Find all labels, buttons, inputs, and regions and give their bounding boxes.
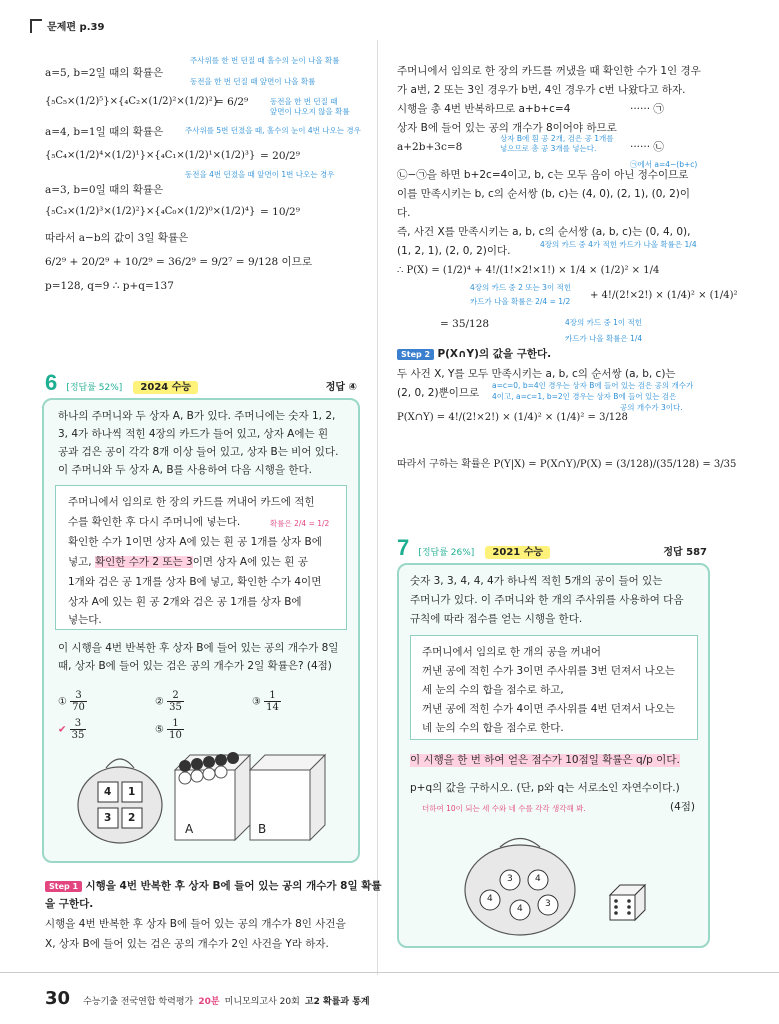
question-ask: 때, 상자 B에 들어 있는 검은 공의 개수가 2일 확률은? (4점) (58, 660, 332, 672)
page-reference: 문제편 p.39 (47, 22, 105, 33)
accuracy-rate: [정답률 52%] (66, 383, 123, 393)
ball-label: 3 (507, 874, 513, 884)
numerator: 3 (70, 718, 87, 730)
annotation: 동전을 한 번 던질 때 앞면이 나올 확률 (190, 77, 316, 86)
equation-tag: ······ ㉠ (630, 103, 664, 115)
question-header (397, 535, 707, 561)
annotation: 앞면이 나오지 않을 확률 (270, 107, 350, 116)
choice-fraction (70, 690, 87, 713)
equation: P(X∩Y) = 4!/(2!×2!) × (1/4)² × (1/4)² = 3/128 (397, 412, 628, 423)
rule-text: 상자 A에 있는 흰 공 2개와 검은 공 1개를 상자 B에 (68, 596, 302, 608)
question-number: 6 (45, 370, 58, 395)
step-tag: Step 1 (45, 881, 82, 892)
solution-result: p=128, q=9 ∴ p+q=137 (45, 280, 174, 292)
footer-rule (0, 972, 779, 973)
checkmark-icon: ✔ (58, 724, 67, 736)
solution-text: 다. (397, 207, 411, 219)
solution-line: a=5, b=2일 때의 확률은 (45, 67, 164, 79)
denominator: 10 (169, 730, 182, 741)
solution-text: 시행을 4번 반복한 후 상자 B에 들어 있는 공의 개수가 8인 사건을 (45, 918, 346, 930)
pouch (465, 845, 575, 935)
exam-badge: 2024 수능 (133, 381, 198, 394)
choice-5[interactable] (155, 718, 184, 741)
equation: 6/2⁹ + 20/2⁹ + 10/2⁹ = 36/2⁹ = 9/2⁷ = 9/128 이므로 (45, 256, 312, 268)
question-text: 규칙에 따라 점수를 얻는 시행을 한다. (410, 613, 583, 625)
answer-label: 정답 ④ (325, 382, 357, 393)
question-ask: 이 시행을 한 번 하여 얻은 점수가 10점일 확률은 q/p 이다. (410, 754, 680, 766)
numerator: 1 (264, 690, 281, 702)
equation: {₅C₄×(1/2)⁴×(1/2)¹}×{₄C₁×(1/2)¹×(1/2)³} (45, 150, 256, 161)
rule-text (68, 556, 308, 569)
denominator: 70 (72, 702, 85, 713)
solution-text: 주머니에서 임의로 한 장의 카드를 꺼냈을 때 확인한 수가 1인 경우 (397, 65, 701, 77)
annotation: 확률은 2/4 = 1/2 (270, 519, 330, 528)
annotation: 공의 개수가 3이다. (620, 403, 683, 412)
equation: a+2b+3c=8 (397, 141, 463, 153)
rule-text: 1개와 검은 공 1개를 상자 B에 넣고, 확인한 수가 4이면 (68, 576, 322, 588)
numerator: 2 (167, 690, 184, 702)
pencil-icon (30, 19, 42, 33)
question-text: 이 주머니와 두 상자 A, B를 사용하여 다음 시행을 한다. (58, 464, 312, 476)
rule-text: 꺼낸 공에 적힌 수가 4이면 주사위를 4번 던져서 나오는 (422, 703, 676, 715)
annotation: 4장의 카드 중 2 또는 3이 적힌 (470, 283, 572, 292)
annotation: 상자 B에 흰 공 2개, 검은 공 1개를 (500, 134, 614, 143)
question-text: 하나의 주머니와 두 상자 A, B가 있다. 주머니에는 숫자 1, 2, (58, 410, 336, 422)
footer-text: 고2 확률과 통계 (304, 997, 370, 1007)
step-text: P(X∩Y)의 값을 구한다. (437, 348, 552, 360)
annotation: ㉠에서 a=4−(b+c) (630, 160, 698, 169)
denominator: 35 (71, 730, 85, 741)
rule-text: 네 눈의 수의 합을 점수로 한다. (422, 722, 564, 734)
die-icon (610, 885, 645, 920)
footer-text: 수능기출 전국연합 학력평가 (83, 997, 194, 1007)
solution-text: 즉, 사건 X를 만족시키는 a, b, c의 순서쌍 (a, b, c)는 (0, 4, 0), (397, 226, 691, 238)
points-label: (4점) (670, 801, 696, 813)
accuracy-rate: [정답률 26%] (418, 548, 475, 558)
choice-fraction (167, 690, 184, 713)
solution-text: X, 상자 B에 들어 있는 검은 공의 개수가 2인 사건을 Y라 하자. (45, 938, 329, 950)
equation: {₅C₃×(1/2)³×(1/2)²}×{₄C₀×(1/2)⁰×(1/2)⁴} (45, 206, 256, 217)
annotation: a=c=0, b=4인 경우는 상자 B에 들어 있는 검은 공의 개수가 (492, 381, 694, 390)
annotation: 동전을 4번 던졌을 때 앞면이 1번 나오는 경우 (185, 170, 335, 179)
choice-2[interactable] (155, 690, 184, 713)
ball-label: 4 (487, 894, 493, 904)
equation-result: = 6/2⁹ (215, 96, 249, 108)
choice-fraction (70, 718, 87, 741)
annotation: 4장의 카드 중 1이 적힌 (565, 318, 643, 327)
rule-text: 꺼낸 공에 적힌 수가 3이면 주사위를 3번 던져서 나오는 (422, 665, 676, 677)
annotation: 카드가 나올 확률은 2/4 = 1/2 (470, 297, 571, 306)
step-text: 을 구한다. (45, 898, 94, 910)
equation-result: = 20/2⁹ (260, 150, 300, 162)
solution-text: (1, 2, 1), (2, 0, 2)이다. (397, 245, 511, 257)
choice-mark: ② (155, 696, 164, 708)
card-label: 2 (128, 812, 136, 824)
page-number: 30 (45, 988, 71, 1009)
equation-tag: ······ ㉡ (630, 141, 664, 153)
equation-result: = 10/2⁹ (260, 206, 300, 218)
solution-text: 가 a번, 2 또는 3인 경우가 b번, 4인 경우가 c번 나왔다고 하자. (397, 84, 686, 96)
answer-label: 정답 587 (663, 547, 707, 558)
annotation: 주사위를 한 번 던질 때 홀수의 눈이 나올 확률 (190, 56, 340, 65)
question-text: 숫자 3, 3, 4, 4, 4가 하나씩 적힌 5개의 공이 들어 있는 (410, 575, 663, 587)
solution-line: a=4, b=1일 때의 확률은 (45, 126, 164, 138)
question-text: 공과 검은 공이 각각 8개 이상 들어 있고, 상자 B는 비어 있다. (58, 446, 339, 458)
solution-line: a=3, b=0일 때의 확률은 (45, 184, 164, 196)
choice-3[interactable] (252, 690, 281, 713)
highlighted-text: 확인한 수가 2 또는 3 (94, 556, 193, 568)
annotation: 카드가 나올 확률은 1/4 (565, 334, 643, 343)
choice-mark: ① (58, 696, 67, 708)
exam-badge: 2021 수능 (485, 546, 550, 559)
ball-label: 4 (517, 904, 523, 914)
rule-text-part: 넣고, (68, 556, 95, 568)
card-label: 3 (104, 812, 112, 824)
card-label: 4 (104, 786, 112, 798)
choice-fraction (167, 718, 184, 741)
pouch (78, 767, 162, 843)
step-1-title (45, 880, 382, 893)
question-number: 7 (397, 535, 410, 560)
step-text: 시행을 4번 반복한 후 상자 B에 들어 있는 공의 개수가 8일 확률 (85, 880, 382, 892)
footer (45, 988, 370, 1009)
ball-label: 3 (545, 899, 551, 909)
choice-fraction (264, 690, 281, 713)
box-label: B (258, 822, 267, 836)
column-divider (377, 40, 378, 975)
annotation: 더하여 10이 되는 세 수와 네 수를 각각 생각해 봐. (422, 804, 586, 813)
step-2-title (397, 348, 551, 361)
solution-text: ㉡−㉠을 하면 b+2c=4이고, b, c는 모두 음이 아닌 정수이므로 (397, 169, 689, 181)
numerator: 3 (70, 690, 87, 702)
ball-label: 4 (535, 874, 541, 884)
rule-text: 수를 확인한 후 다시 주머니에 넣는다. (68, 516, 241, 528)
footer-text: 미니모의고사 20회 (224, 997, 300, 1007)
question-text: 주머니가 있다. 이 주머니와 한 개의 주사위를 사용하여 다음 (410, 594, 684, 606)
box-label: A (185, 822, 194, 836)
choice-4[interactable] (58, 718, 86, 741)
equation: 따라서 구하는 확률은 P(Y|X) = P(X∩Y)/P(X) = (3/128)/(35/128) = 3/35 (397, 459, 737, 470)
equation: {₅C₅×(1/2)⁵}×{₄C₂×(1/2)²×(1/2)²} (45, 96, 220, 107)
solution-text: 이를 만족시키는 b, c의 순서쌍 (b, c)는 (4, 0), (2, 1), (0, 2)이 (397, 188, 691, 200)
footer-text: 20분 (198, 997, 220, 1007)
step-tag: Step 2 (397, 349, 434, 360)
solution-text: 시행을 총 4번 반복하므로 a+b+c=4 (397, 103, 571, 115)
rule-text: 넣는다. (68, 614, 102, 626)
solution-line: 따라서 a−b의 값이 3일 확률은 (45, 232, 189, 244)
denominator: 35 (169, 702, 182, 713)
rule-text: 주머니에서 임의로 한 개의 공을 꺼내어 (422, 646, 601, 658)
solution-text: 두 사건 X, Y를 모두 만족시키는 a, b, c의 순서쌍 (a, b, c)는 (397, 368, 676, 380)
choice-mark: ③ (252, 696, 261, 708)
rule-text-part: 이면 상자 A에 있는 흰 공 (192, 556, 308, 568)
pouch-and-die-illustration (460, 825, 660, 940)
rule-text: 주머니에서 임의로 한 장의 카드를 꺼내어 카드에 적힌 (68, 496, 315, 508)
numerator: 1 (167, 718, 184, 730)
equation: + 4!/(2!×2!) × (1/4)² × (1/4)² (590, 290, 738, 301)
solution-text: 상자 B에 들어 있는 공의 개수가 8이어야 하므로 (397, 122, 617, 134)
question-header (45, 370, 357, 396)
question-ask: 이 시행을 4번 반복한 후 상자 B에 들어 있는 공의 개수가 8일 (58, 642, 339, 654)
annotation: 4장의 카드 중 4가 적힌 카드가 나올 확률은 1/4 (540, 240, 697, 249)
annotation: 넣으므로 총 공 3개를 넣는다. (500, 144, 597, 153)
equation: ∴ P(X) = (1/2)⁴ + 4!/(1!×2!×1!) × 1/4 × (1/2)² × 1/4 (397, 265, 660, 276)
rule-text: 세 눈의 수의 합을 점수로 하고, (422, 684, 564, 696)
annotation: 주사위를 5번 던졌을 때, 홀수의 눈이 4번 나오는 경우 (185, 126, 361, 135)
header (30, 15, 104, 35)
rule-text: 확인한 수가 1이면 상자 A에 있는 흰 공 1개를 상자 B에 (68, 536, 322, 548)
question-ask: p+q의 값을 구하시오. (단, p와 q는 서로소인 자연수이다.) (410, 782, 680, 794)
choice-mark: ⑤ (155, 724, 164, 736)
annotation: 동전을 한 번 던질 때 (270, 97, 338, 106)
card-label: 1 (128, 786, 136, 798)
solution-text: (2, 0, 2)뿐이므로 (397, 387, 480, 399)
annotation: 4이고, a=c=1, b=2인 경우는 상자 B에 들어 있는 검은 (492, 392, 677, 401)
question-text: 3, 4가 하나씩 적힌 4장의 카드가 들어 있고, 상자 A에는 흰 (58, 428, 329, 440)
equation-result: = 35/128 (440, 318, 490, 330)
choice-1[interactable] (58, 690, 87, 713)
denominator: 14 (266, 702, 279, 713)
